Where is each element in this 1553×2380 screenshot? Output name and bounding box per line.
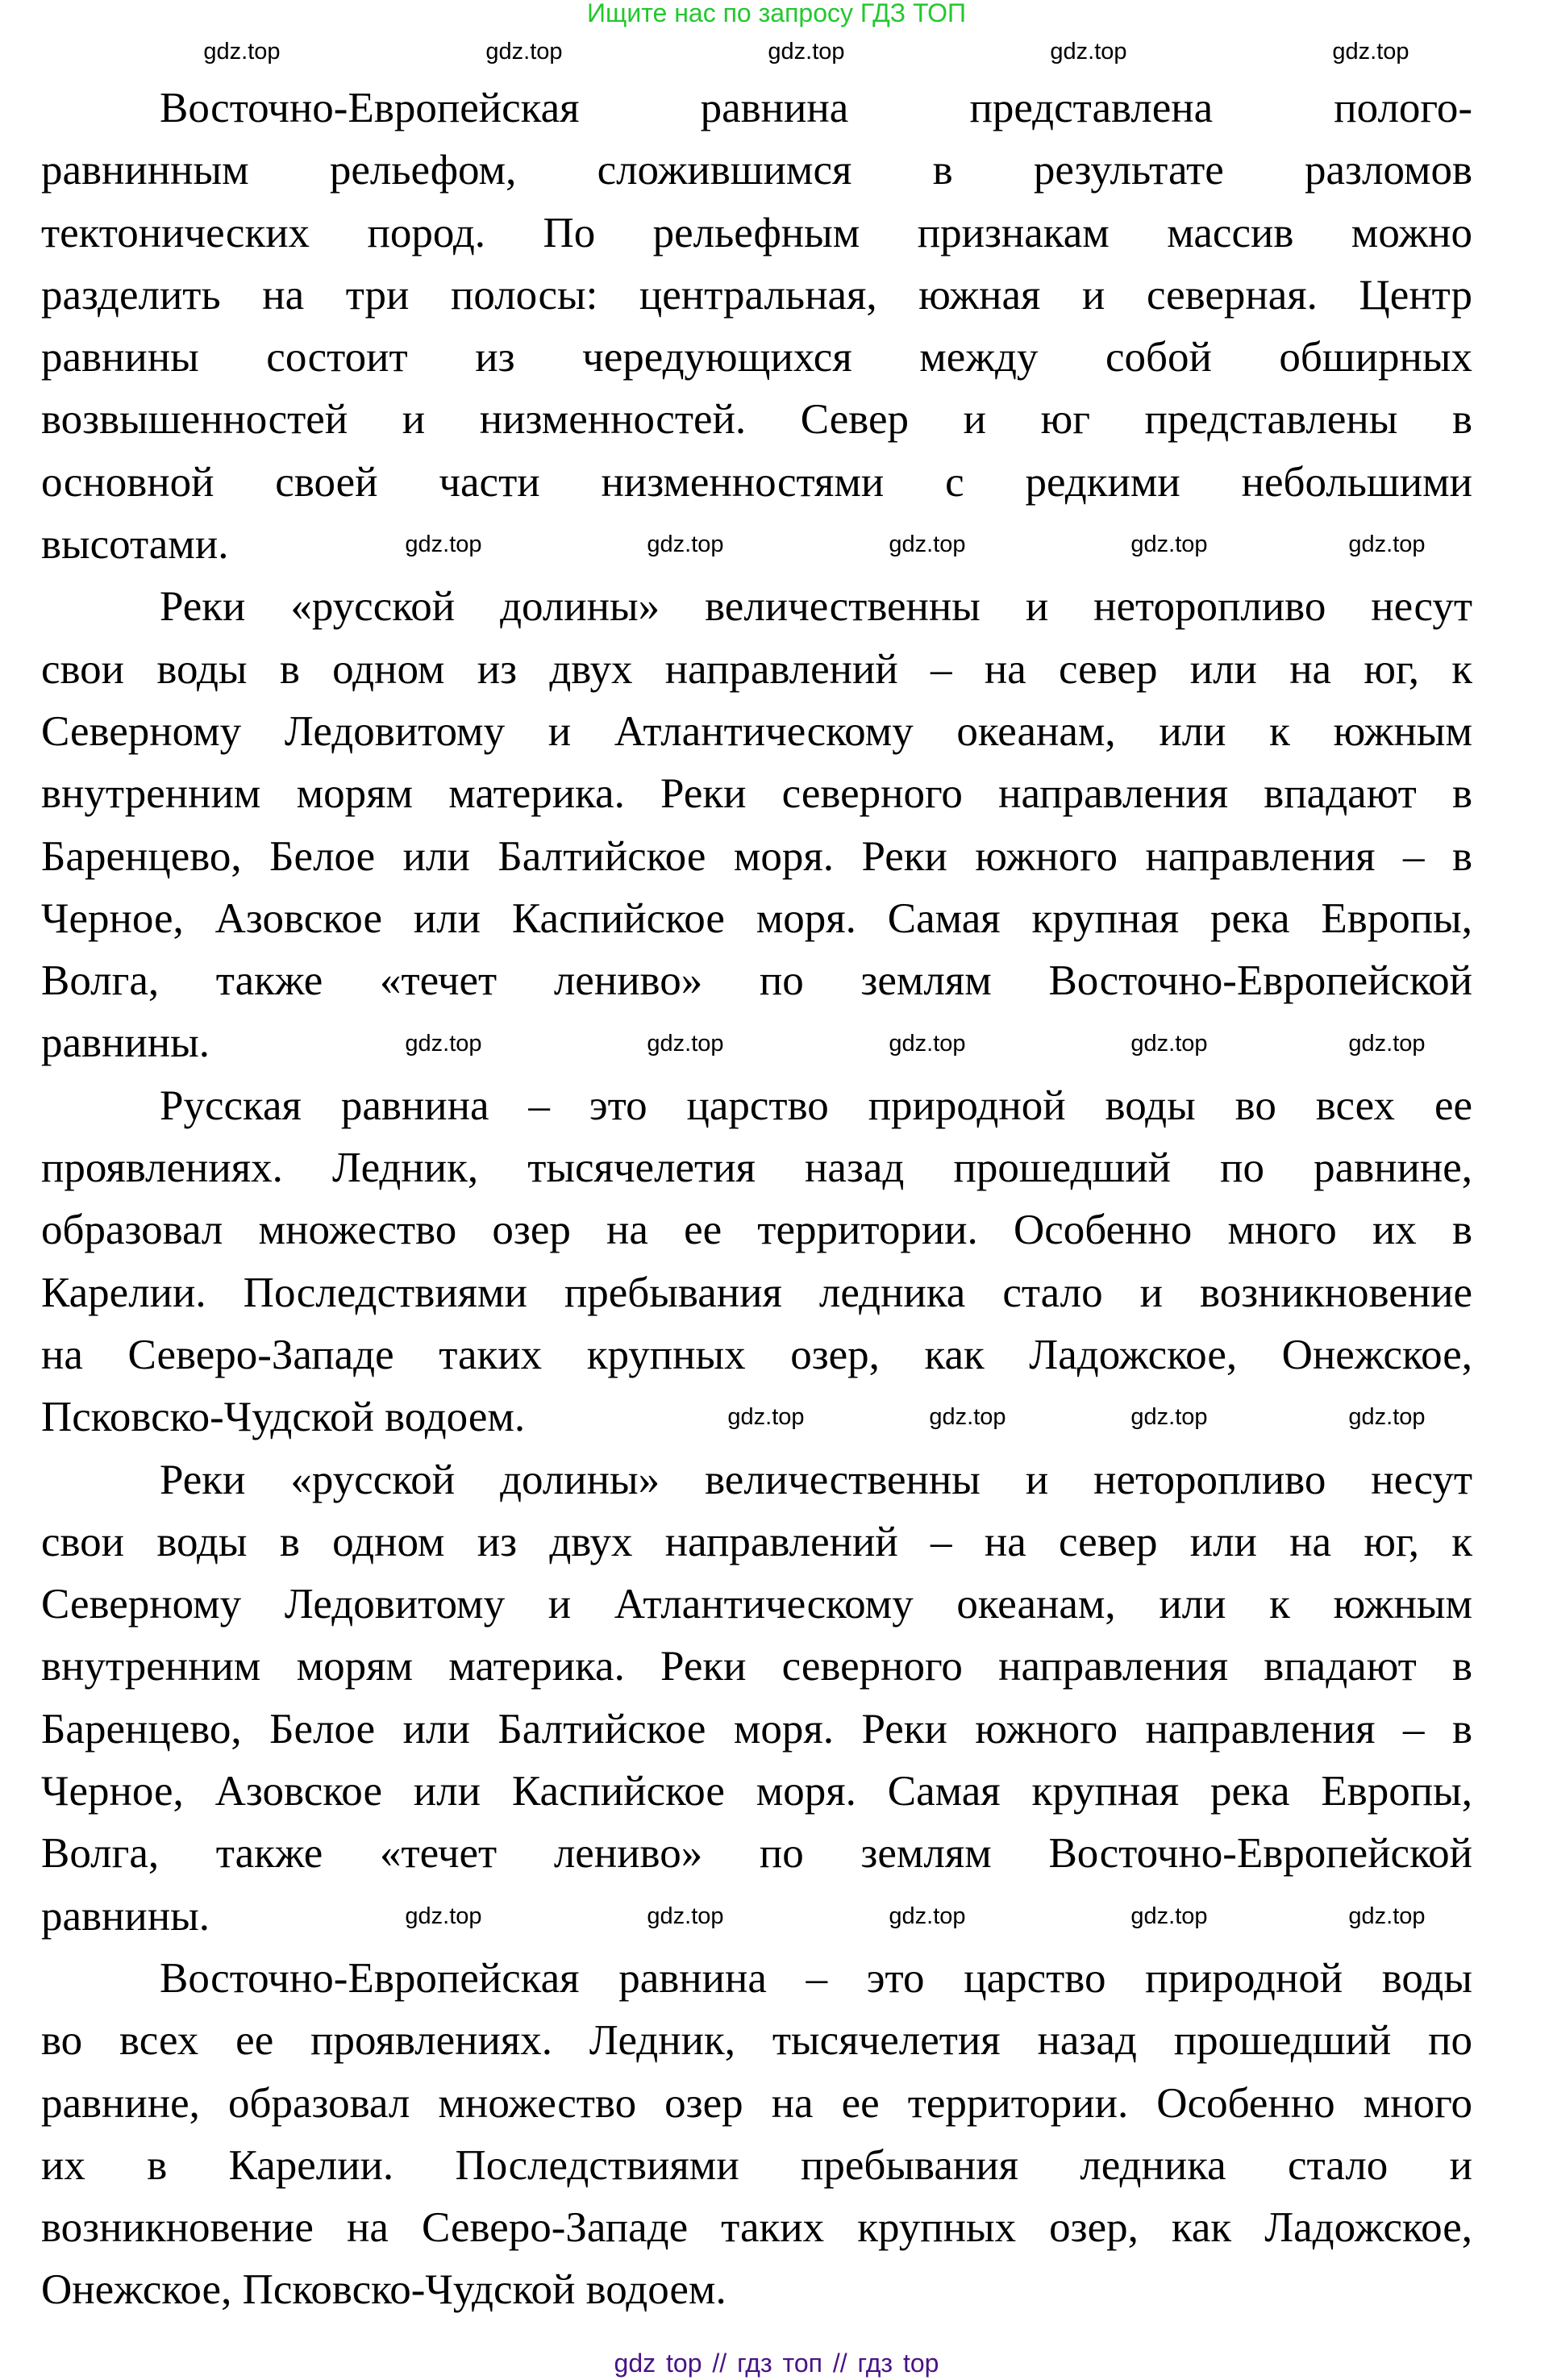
text-line: Волга, также «течет лениво» по землям Восточно-Европейской — [41, 1830, 1472, 1878]
paragraph — [41, 1075, 1472, 1449]
text-line: Карелии. Последствиями пребывания ледника стало и возникновение — [41, 1269, 1472, 1316]
text-line: равнине, образовал множество озер на ее территории. Особенно много — [41, 2079, 1472, 2127]
watermark-text: gdz.top — [647, 1031, 724, 1057]
document-body — [41, 77, 1472, 2322]
text-line: равнины состоит из чередующихся между собой обширных — [41, 334, 1472, 381]
watermark-text: gdz.top — [889, 1903, 966, 1929]
watermark-text: gdz.top — [1332, 39, 1409, 65]
watermark-text: gdz.top — [727, 1404, 805, 1430]
text-line: Баренцево, Белое или Балтийское моря. Реки южного направления – в — [41, 832, 1472, 880]
text-line: внутренним морям материка. Реки северного направления впадают в — [41, 1643, 1472, 1690]
footer-banner: gdz top // гдз топ // гдз top — [614, 2349, 939, 2378]
text-line: Реки «русской долины» величественны и неторопливо несут — [160, 583, 1472, 631]
text-line: основной своей части низменностями с редкими небольшими — [41, 458, 1472, 506]
text-line: возникновение на Северо-Западе таких крупных озер, как Ладожское, — [41, 2204, 1472, 2252]
text-line: свои воды в одном из двух направлений – на север или на юг, к — [41, 1518, 1472, 1565]
text-line: возвышенностей и низменностей. Север и юг представлены в — [41, 396, 1472, 444]
text-line: во всех ее проявлениях. Ледник, тысячелетия назад прошедший по — [41, 2017, 1472, 2065]
text-line: равнинным рельефом, сложившимся в результате разломов — [41, 147, 1472, 194]
watermark-text: gdz.top — [203, 39, 281, 65]
watermark-text: gdz.top — [1130, 1903, 1208, 1929]
text-line: Русская равнина – это царство природной воды во всех ее — [160, 1082, 1472, 1129]
watermark-text: gdz.top — [1130, 531, 1208, 557]
watermark-text: gdz.top — [1348, 1404, 1426, 1430]
watermark-text: gdz.top — [1348, 1903, 1426, 1929]
watermark-text: gdz.top — [1348, 531, 1426, 557]
watermark-text: gdz.top — [889, 531, 966, 557]
watermark-text: gdz.top — [889, 1031, 966, 1057]
watermark-text: gdz.top — [1130, 1404, 1208, 1430]
text-line: внутренним морям материка. Реки северного направления впадают в — [41, 770, 1472, 818]
text-line: Северному Ледовитому и Атлантическому океанам, или к южным — [41, 1581, 1472, 1628]
watermark-text: gdz.top — [647, 1903, 724, 1929]
text-line: равнины. — [41, 1019, 210, 1067]
text-line: Восточно-Европейская равнина представлена полого- — [160, 85, 1472, 131]
watermark-text: gdz.top — [1050, 39, 1127, 65]
paragraph — [41, 576, 1472, 1074]
watermark-text: gdz.top — [405, 531, 482, 557]
watermark-text: gdz.top — [405, 1031, 482, 1057]
text-line: разделить на три полосы: центральная, южная и северная. Центр — [41, 271, 1472, 319]
text-line: проявлениях. Ледник, тысячелетия назад прошедший по равнине, — [41, 1144, 1472, 1192]
watermark-text: gdz.top — [405, 1903, 482, 1929]
header-banner: Ищите нас по запросу ГДЗ ТОП — [587, 0, 966, 27]
text-line: свои воды в одном из двух направлений – на север или на юг, к — [41, 645, 1472, 693]
text-line: Восточно-Европейская равнина – это царство природной воды — [160, 1954, 1472, 2002]
watermark-text: gdz.top — [1130, 1031, 1208, 1057]
text-line: Псковско-Чудской водоем. — [41, 1394, 526, 1441]
text-line: равнины. — [41, 1892, 210, 1940]
text-line: их в Карелии. Последствиями пребывания ледника стало и — [41, 2141, 1472, 2189]
watermark-text: gdz.top — [929, 1404, 1006, 1430]
text-line: Черное, Азовское или Каспийское моря. Самая крупная река Европы, — [41, 1768, 1472, 1815]
text-line: на Северо-Западе таких крупных озер, как Ладожское, Онежское, — [41, 1331, 1472, 1378]
text-line: тектонических пород. По рельефным признакам массив можно — [41, 209, 1472, 256]
text-line: Онежское, Псковско-Чудской водоем. — [41, 2266, 727, 2314]
paragraph — [41, 77, 1472, 576]
text-line: Северному Ледовитому и Атлантическому океанам, или к южным — [41, 707, 1472, 755]
paragraph — [41, 1948, 1472, 2322]
watermark-text: gdz.top — [647, 531, 724, 557]
watermark-text: gdz.top — [1348, 1031, 1426, 1057]
watermark-text: gdz.top — [768, 39, 845, 65]
watermark-text: gdz.top — [485, 39, 563, 65]
text-line: образовал множество озер на ее территории. Особенно много их в — [41, 1207, 1472, 1254]
text-line: Черное, Азовское или Каспийское моря. Самая крупная река Европы, — [41, 894, 1472, 942]
paragraph — [41, 1449, 1472, 1948]
text-line: Волга, также «течет лениво» по землям Восточно-Европейской — [41, 957, 1472, 1005]
text-line: Баренцево, Белое или Балтийское моря. Реки южного направления – в — [41, 1705, 1472, 1753]
text-line: высотами. — [41, 521, 229, 569]
text-line: Реки «русской долины» величественны и неторопливо несут — [160, 1456, 1472, 1503]
